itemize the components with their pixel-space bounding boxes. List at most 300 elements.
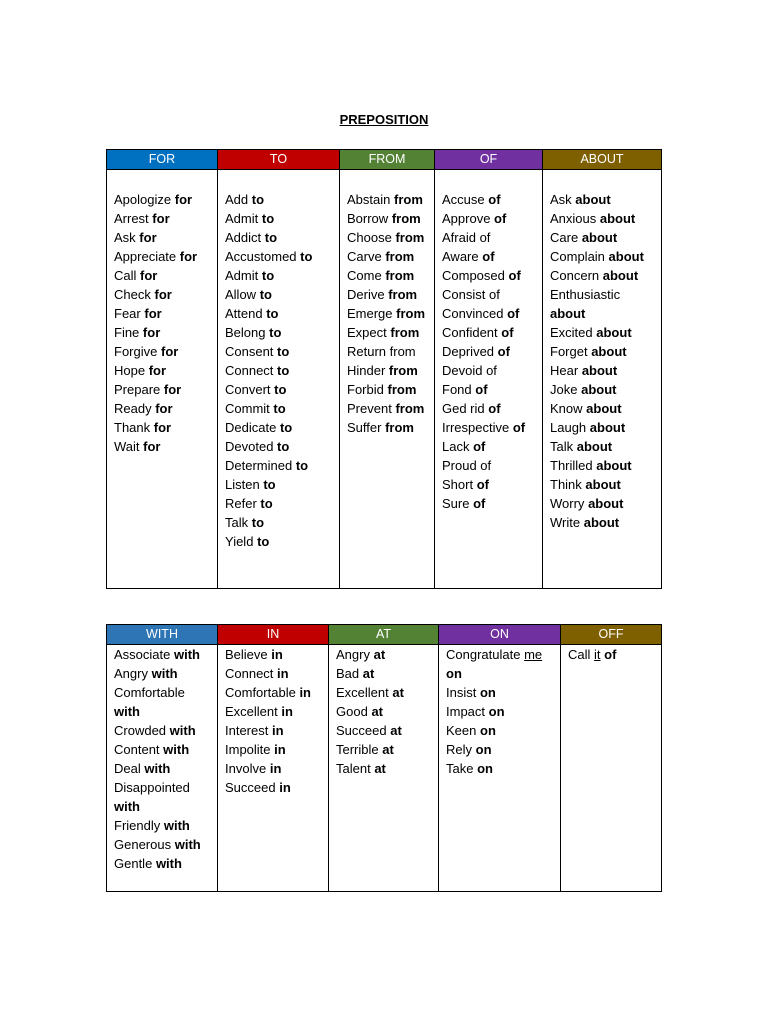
list-item [347,266,428,285]
column-list-at [329,645,439,892]
word-verb: Fine [114,325,140,340]
list-item [347,342,428,361]
word-verb: Gentle [114,856,153,871]
word-verb: Admit [225,268,259,283]
word-verb: Deprived [442,344,495,359]
list-item [442,209,536,228]
list-item [225,532,333,551]
list-item [442,342,536,361]
word-verb: Appreciate [114,249,177,264]
word-verb: Emerge [347,306,393,321]
list-item [225,475,333,494]
word-verb: Return from [347,344,416,359]
word-preposition: to [300,249,313,264]
word-verb: Generous [114,837,172,852]
word-preposition: of [475,382,488,397]
word-verb: Carve [347,249,382,264]
list-item [114,247,211,266]
list-item [446,740,554,759]
word-verb: Fond [442,382,472,397]
word-verb: Devoid of [442,363,497,378]
word-preposition: to [274,382,287,397]
list-item [336,721,432,740]
word-preposition: to [261,211,275,226]
word-preposition: with [144,761,171,776]
list-item [347,323,428,342]
word-preposition: on [477,761,493,776]
word-preposition: to [260,496,273,511]
list-item [446,664,554,683]
list-item [442,494,536,513]
list-item [114,323,211,342]
word-preposition: for [140,268,158,283]
column-header-on: ON [439,625,561,645]
column-list-for [107,170,218,589]
word-verb: Write [550,515,581,530]
word-object: me [524,647,543,662]
list-item [550,304,655,323]
word-preposition: for [152,211,170,226]
list-item [550,228,655,247]
word-preposition: to [257,534,270,549]
word-preposition: at [392,685,404,700]
column-header-for: FOR [107,150,218,170]
word-verb: Complain [550,249,605,264]
word-verb: Connect [225,363,274,378]
word-preposition: of [494,211,507,226]
word-verb: Forbid [347,382,384,397]
list-item [225,399,333,418]
word-preposition: for [163,382,182,397]
list-item [225,456,333,475]
page-title: PREPOSITION [339,112,429,127]
word-preposition: of [482,249,495,264]
word-verb: Anxious [550,211,597,226]
word-preposition: of [473,496,486,511]
word-verb: Angry [336,647,370,662]
word-preposition: about [591,344,627,359]
list-item [347,190,428,209]
word-verb: Bad [336,666,360,681]
list-item [550,361,655,380]
word-preposition: of [497,344,510,359]
list-item [336,664,432,683]
list-item [114,399,211,418]
word-verb: Joke [550,382,578,397]
word-verb: Apologize [114,192,172,207]
list-item [114,285,211,304]
list-item [336,645,432,664]
column-header-off: OFF [561,625,662,645]
word-preposition: about [583,515,620,530]
list-item [550,475,655,494]
word-preposition: in [274,742,286,757]
list-item [114,702,211,721]
word-verb: Devoted [225,439,274,454]
column-header-of: OF [435,150,543,170]
word-preposition: to [266,306,279,321]
word-verb: Ask [114,230,136,245]
list-item [114,721,211,740]
word-verb: Excited [550,325,593,340]
list-item [442,247,536,266]
list-item [550,380,655,399]
list-item [114,304,211,323]
word-verb: Think [550,477,582,492]
word-verb: Refer [225,496,257,511]
list-item [442,418,536,437]
word-preposition: at [371,704,383,719]
list-item [442,456,536,475]
list-item [347,361,428,380]
word-verb: Abstain [347,192,391,207]
word-preposition: about [608,249,644,264]
word-verb: Rely [446,742,473,757]
list-item [225,645,322,664]
list-item [347,399,428,418]
word-preposition: about [581,363,618,378]
list-item [114,437,211,456]
list-item [225,778,322,797]
word-verb: Yield [225,534,254,549]
word-verb: Wait [114,439,140,454]
word-verb: Expect [347,325,387,340]
word-verb: Concern [550,268,600,283]
word-verb: Check [114,287,151,302]
word-preposition: to [279,420,293,435]
word-verb: Confident [442,325,498,340]
word-preposition: about [602,268,639,283]
word-verb: Thrilled [550,458,593,473]
word-verb: Excellent [225,704,278,719]
column-list-off [561,645,662,892]
word-verb: Hinder [347,363,386,378]
list-item [225,759,322,778]
word-verb: Congratulate [446,647,521,662]
word-preposition: at [382,742,394,757]
word-preposition: with [114,704,140,719]
word-verb: Sure [442,496,470,511]
word-preposition: with [155,856,182,871]
list-item [114,835,211,854]
column-list-to [218,170,340,589]
list-item [550,285,655,304]
word-verb: Talk [550,439,574,454]
word-verb: Attend [225,306,263,321]
list-item [225,304,333,323]
word-preposition: at [374,761,386,776]
word-preposition: about [596,325,632,340]
word-verb: Determined [225,458,293,473]
list-item [225,494,333,513]
word-preposition: from [388,287,418,302]
word-verb: Prevent [347,401,392,416]
word-preposition: in [271,723,284,738]
word-preposition: from [394,192,423,207]
word-preposition: of [512,420,526,435]
list-item [225,380,333,399]
word-verb: Accuse [442,192,485,207]
word-preposition: in [299,685,311,700]
list-item [442,380,536,399]
word-preposition: for [179,249,198,264]
list-item [336,683,432,702]
word-verb: Succeed [225,780,276,795]
word-preposition: from [395,230,425,245]
word-verb: Excellent [336,685,389,700]
list-item [225,702,322,721]
list-item [442,190,536,209]
list-item [550,494,655,513]
word-preposition: on [480,723,496,738]
word-verb: Allow [225,287,257,302]
word-preposition: on [479,685,496,700]
word-verb: Angry [114,666,148,681]
word-verb: Ready [114,401,152,416]
word-verb: Accustomed [225,249,297,264]
word-verb: Convinced [442,306,504,321]
list-item [550,247,655,266]
word-preposition: for [139,230,157,245]
word-preposition: about [596,458,632,473]
word-verb: Add [225,192,249,207]
word-preposition: to [261,268,275,283]
list-item [442,437,536,456]
word-preposition: on [446,666,462,681]
word-verb: Belong [225,325,266,340]
list-item [442,285,536,304]
list-item [114,816,211,835]
word-preposition: about [581,230,618,245]
word-verb: Forgive [114,344,158,359]
list-item [225,740,322,759]
word-verb: Deal [114,761,141,776]
word-verb: Take [446,761,474,776]
list-item [550,342,655,361]
word-preposition: to [259,287,272,302]
list-item [442,475,536,494]
list-item [347,418,428,437]
word-verb: Come [347,268,382,283]
word-preposition: for [153,420,172,435]
list-item [336,702,432,721]
word-preposition: from [396,306,426,321]
word-preposition: with [169,723,196,738]
list-item [114,797,211,816]
list-item [446,683,554,702]
word-preposition: of [508,268,521,283]
list-item [114,740,211,759]
word-verb: Listen [225,477,260,492]
word-preposition: about [599,211,636,226]
list-item [446,759,554,778]
word-preposition: for [148,363,167,378]
list-item [225,228,333,247]
list-item [225,323,333,342]
column-header-to: TO [218,150,340,170]
word-preposition: on [475,742,492,757]
list-item [114,664,211,683]
word-verb: Proud of [442,458,492,473]
word-preposition: for [174,192,193,207]
word-preposition: for [142,325,161,340]
word-preposition: to [263,477,276,492]
word-preposition: on [488,704,505,719]
list-item [114,683,211,702]
word-verb: Forget [550,344,588,359]
list-item [568,645,655,664]
word-preposition: of [488,401,501,416]
word-verb: Friendly [114,818,161,833]
list-item [347,380,428,399]
list-item [114,361,211,380]
word-preposition: in [269,761,282,776]
word-verb: Approve [442,211,491,226]
word-preposition: about [550,306,586,321]
word-verb: Consist of [442,287,500,302]
word-preposition: at [373,647,386,662]
word-preposition: to [273,401,286,416]
word-preposition: to [251,192,265,207]
list-item [550,437,655,456]
list-item [550,323,655,342]
word-verb: Disappointed [114,780,190,795]
column-header-at: AT [329,625,439,645]
word-preposition: to [277,363,290,378]
word-preposition: about [589,420,626,435]
word-preposition: to [295,458,309,473]
word-preposition: to [264,230,278,245]
word-preposition: to [269,325,282,340]
word-verb: Impact [446,704,486,719]
list-item [225,190,333,209]
word-preposition: of [476,477,489,492]
word-verb: Suffer [347,420,382,435]
list-item [442,304,536,323]
word-verb: Irrespective [442,420,510,435]
word-preposition: about [585,477,621,492]
word-verb: Ged rid [442,401,485,416]
word-preposition: at [362,666,375,681]
list-item [550,456,655,475]
list-item [446,702,554,721]
word-preposition: from [387,382,417,397]
word-verb: Fear [114,306,141,321]
word-object: it [594,647,601,662]
column-header-about: ABOUT [543,150,662,170]
word-preposition: from [395,401,425,416]
word-preposition: to [251,515,265,530]
word-preposition: for [143,439,161,454]
word-verb: Aware [442,249,479,264]
list-item [446,645,554,664]
list-item [114,228,211,247]
word-verb: Hear [550,363,579,378]
word-preposition: to [277,439,290,454]
word-verb: Commit [225,401,270,416]
preposition-table-1 [106,149,662,589]
word-verb: Comfortable [114,685,185,700]
column-list-on [439,645,561,892]
list-item [347,304,428,323]
word-preposition: about [575,192,611,207]
word-verb: Call [114,268,137,283]
word-preposition: of [473,439,486,454]
list-item [114,418,211,437]
word-verb: Lack [442,439,470,454]
word-preposition: to [277,344,290,359]
word-preposition: about [576,439,613,454]
word-preposition: with [163,818,190,833]
word-preposition: with [163,742,190,757]
list-item [550,513,655,532]
word-verb: Hope [114,363,146,378]
word-preposition: from [385,249,415,264]
word-verb: Terrible [336,742,379,757]
word-verb: Good [336,704,368,719]
word-preposition: at [390,723,402,738]
word-verb: Believe [225,647,268,662]
word-verb: Borrow [347,211,389,226]
word-preposition: of [501,325,514,340]
word-verb: Involve [225,761,267,776]
word-verb: Admit [225,211,259,226]
word-verb: Short [442,477,474,492]
list-item [225,437,333,456]
word-preposition: with [174,837,201,852]
column-header-from: FROM [340,150,435,170]
word-preposition: with [151,666,178,681]
list-item [442,399,536,418]
list-item [347,285,428,304]
word-verb: Prepare [114,382,161,397]
word-preposition: about [586,401,622,416]
list-item [225,285,333,304]
list-item [336,759,432,778]
list-item [225,664,322,683]
list-item [347,228,428,247]
list-item [114,759,211,778]
word-preposition: for [160,344,179,359]
word-verb: Thank [114,420,151,435]
word-preposition: in [277,666,289,681]
list-item [225,247,333,266]
word-verb: Ask [550,192,572,207]
list-item [225,266,333,285]
column-header-in: IN [218,625,329,645]
list-item [114,645,211,664]
preposition-table-2 [106,624,662,892]
word-preposition: in [279,780,291,795]
list-item [347,247,428,266]
list-item [114,266,211,285]
word-verb: Connect [225,666,274,681]
word-preposition: with [174,647,200,662]
word-preposition: of [507,306,520,321]
word-verb: Crowded [114,723,167,738]
list-item [114,778,211,797]
list-item [225,342,333,361]
list-item [550,399,655,418]
word-verb: Arrest [114,211,149,226]
list-item [114,342,211,361]
word-verb: Content [114,742,160,757]
word-preposition: from [391,211,421,226]
list-item [225,721,322,740]
list-item [225,361,333,380]
list-item [550,209,655,228]
column-list-with [107,645,218,892]
